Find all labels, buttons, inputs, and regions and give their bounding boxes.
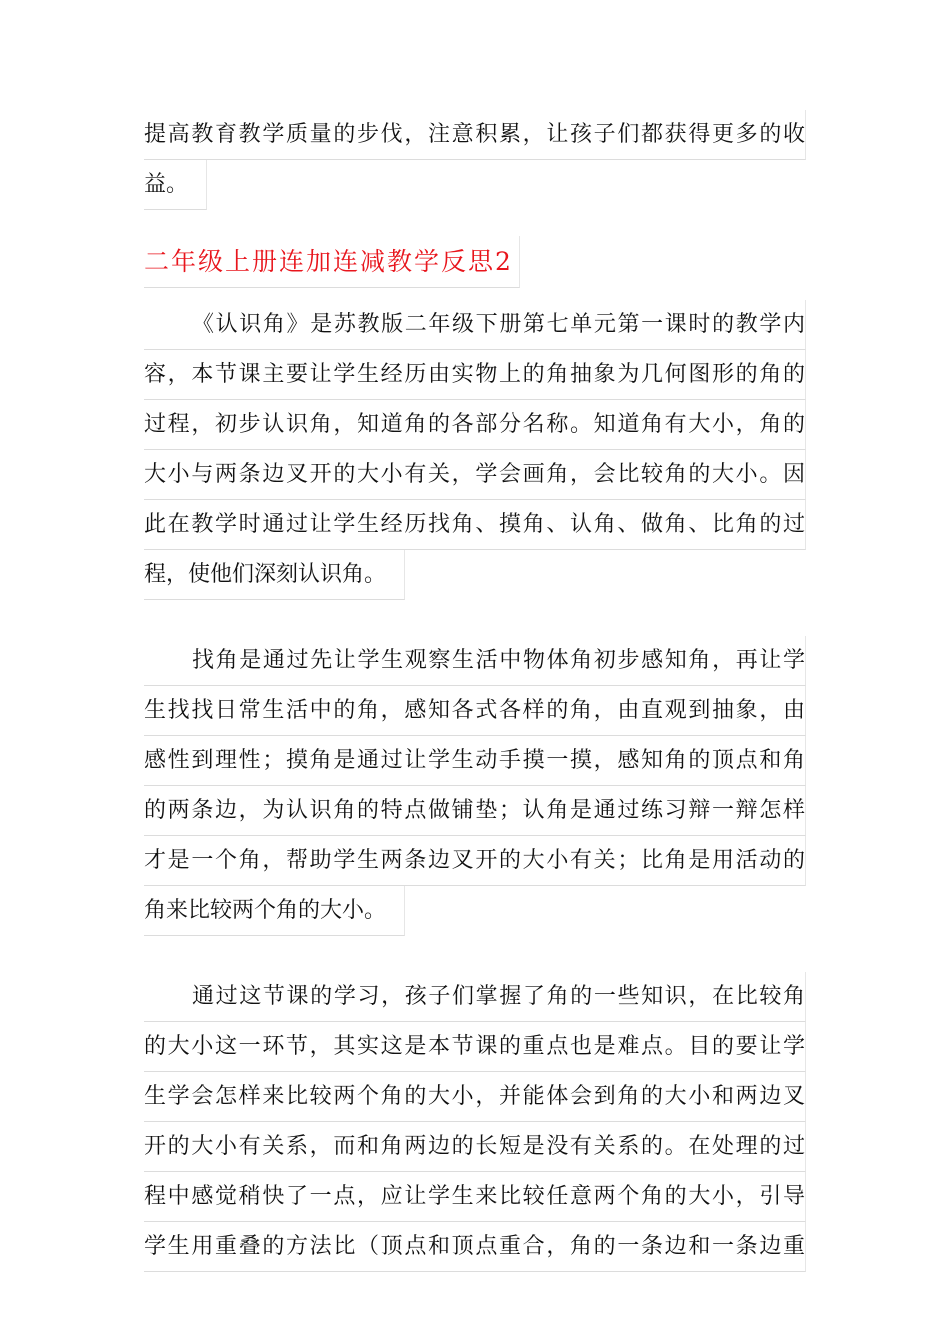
text-line: 《认识角》是苏教版二年级下册第七单元第一课时的教学内	[144, 300, 806, 350]
text-line: 提高教育教学质量的步伐，注意积累，让孩子们都获得更多的收	[144, 110, 806, 160]
paragraph-1	[144, 300, 806, 604]
text-line: 的大小这一环节，其实这是本节课的重点也是难点。目的要让学	[144, 1022, 806, 1072]
text-line: 的两条边，为认识角的特点做铺垫；认角是通过练习辩一辩怎样	[144, 786, 806, 836]
text-line: 程，使他们深刻认识角。	[144, 550, 405, 600]
text-line: 通过这节课的学习，孩子们掌握了角的一些知识，在比较角	[144, 972, 806, 1022]
text-line: 才是一个角，帮助学生两条边叉开的大小有关；比角是用活动的	[144, 836, 806, 886]
section-heading: 二年级上册连加连减教学反思2	[144, 236, 520, 288]
text-line: 找角是通过先让学生观察生活中物体角初步感知角，再让学	[144, 636, 806, 686]
text-line: 角来比较两个角的大小。	[144, 886, 405, 936]
text-line: 生找找日常生活中的角，感知各式各样的角，由直观到抽象，由	[144, 686, 806, 736]
paragraph-2	[144, 636, 806, 940]
text-line: 感性到理性；摸角是通过让学生动手摸一摸，感知角的顶点和角	[144, 736, 806, 786]
document-page	[144, 110, 806, 1272]
text-line: 程中感觉稍快了一点，应让学生来比较任意两个角的大小，引导	[144, 1172, 806, 1222]
text-line: 容，本节课主要让学生经历由实物上的角抽象为几何图形的角的	[144, 350, 806, 400]
text-line: 益。	[144, 160, 207, 210]
text-line: 开的大小有关系，而和角两边的长短是没有关系的。在处理的过	[144, 1122, 806, 1172]
text-line: 学生用重叠的方法比（顶点和顶点重合，角的一条边和一条边重	[144, 1222, 806, 1272]
text-line: 生学会怎样来比较两个角的大小，并能体会到角的大小和两边叉	[144, 1072, 806, 1122]
paragraph-3	[144, 972, 806, 1272]
intro-paragraph	[144, 110, 806, 214]
text-line: 过程，初步认识角，知道角的各部分名称。知道角有大小，角的	[144, 400, 806, 450]
text-line: 大小与两条边叉开的大小有关，学会画角，会比较角的大小。因	[144, 450, 806, 500]
text-line: 此在教学时通过让学生经历找角、摸角、认角、做角、比角的过	[144, 500, 806, 550]
